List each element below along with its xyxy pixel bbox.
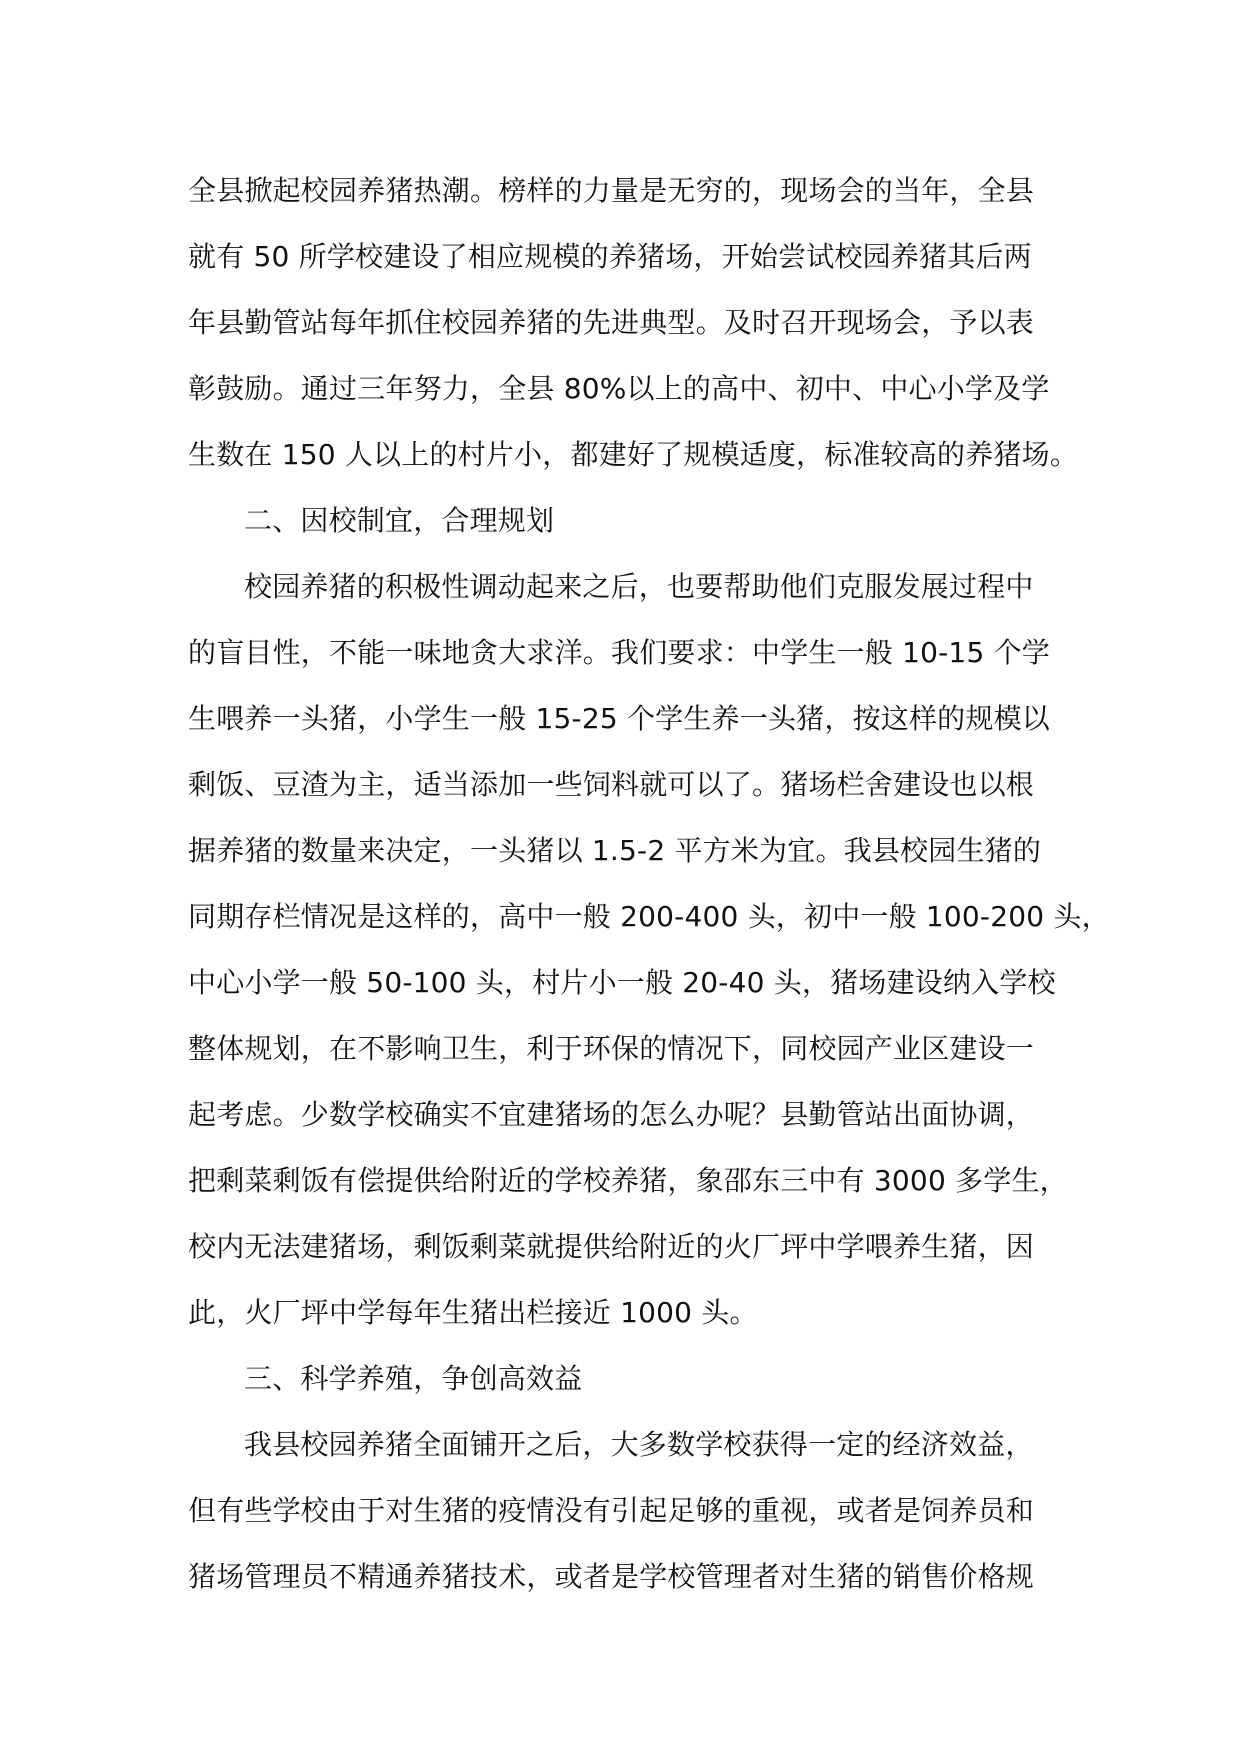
text-line: 全县掀起校园养猪热潮。榜样的力量是无穷的，现场会的当年，全县 xyxy=(188,174,1035,207)
paragraph-first-line: 校园养猪的积极性调动起来之后，也要帮助他们克服发展过程中 xyxy=(244,570,1034,603)
body-text xyxy=(188,158,1110,1610)
section-heading: 二、因校制宜，合理规划 xyxy=(244,504,555,537)
text-line: 但有些学校由于对生猪的疫情没有引起足够的重视，或者是饲养员和 xyxy=(188,1494,1035,1527)
text-line: 中心小学一般 50-100 头，村片小一般 20-40 头，猪场建设纳入学校 xyxy=(188,966,1056,999)
section-heading: 三、科学养殖，争创高效益 xyxy=(244,1362,583,1395)
text-line: 同期存栏情况是这样的，高中一般 200-400 头，初中一般 100-200 头， xyxy=(188,900,1110,933)
text-line: 据养猪的数量来决定，一头猪以 1.5-2 平方米为宜。我县校园生猪的 xyxy=(188,834,1042,867)
text-line: 此，火厂坪中学每年生猪出栏接近 1000 头。 xyxy=(188,1296,758,1329)
text-line: 生喂养一头猪，小学生一般 15-25 个学生养一头猪，按这样的规模以 xyxy=(188,702,1050,735)
text-line: 剩饭、豆渣为主，适当添加一些饲料就可以了。猪场栏舍建设也以根 xyxy=(188,768,1035,801)
text-line: 猪场管理员不精通养猪技术，或者是学校管理者对生猪的销售价格规 xyxy=(188,1560,1035,1593)
text-line: 年县勤管站每年抓住校园养猪的先进典型。及时召开现场会，予以表 xyxy=(188,306,1035,339)
text-line: 整体规划，在不影响卫生，利于环保的情况下，同校园产业区建设一 xyxy=(188,1032,1035,1065)
text-line: 校内无法建猪场，剩饭剩菜就提供给附近的火厂坪中学喂养生猪，因 xyxy=(188,1230,1035,1263)
text-line: 起考虑。少数学校确实不宜建猪场的怎么办呢？县勤管站出面协调， xyxy=(188,1098,1035,1131)
text-line: 生数在 150 人以上的村片小，都建好了规模适度，标准较高的养猪场。 xyxy=(188,438,1079,471)
text-line: 把剩菜剩饭有偿提供给附近的学校养猪，象邵东三中有 3000 多学生， xyxy=(188,1164,1068,1197)
paragraph-first-line: 我县校园养猪全面铺开之后，大多数学校获得一定的经济效益， xyxy=(244,1428,1034,1461)
text-line: 的盲目性，不能一味地贪大求洋。我们要求：中学生一般 10-15 个学 xyxy=(188,636,1050,669)
text-line: 就有 50 所学校建设了相应规模的养猪场，开始尝试校园养猪其后两 xyxy=(188,240,1032,273)
text-line: 彰鼓励。通过三年努力，全县 80%以上的高中、初中、中心小学及学 xyxy=(188,372,1050,405)
